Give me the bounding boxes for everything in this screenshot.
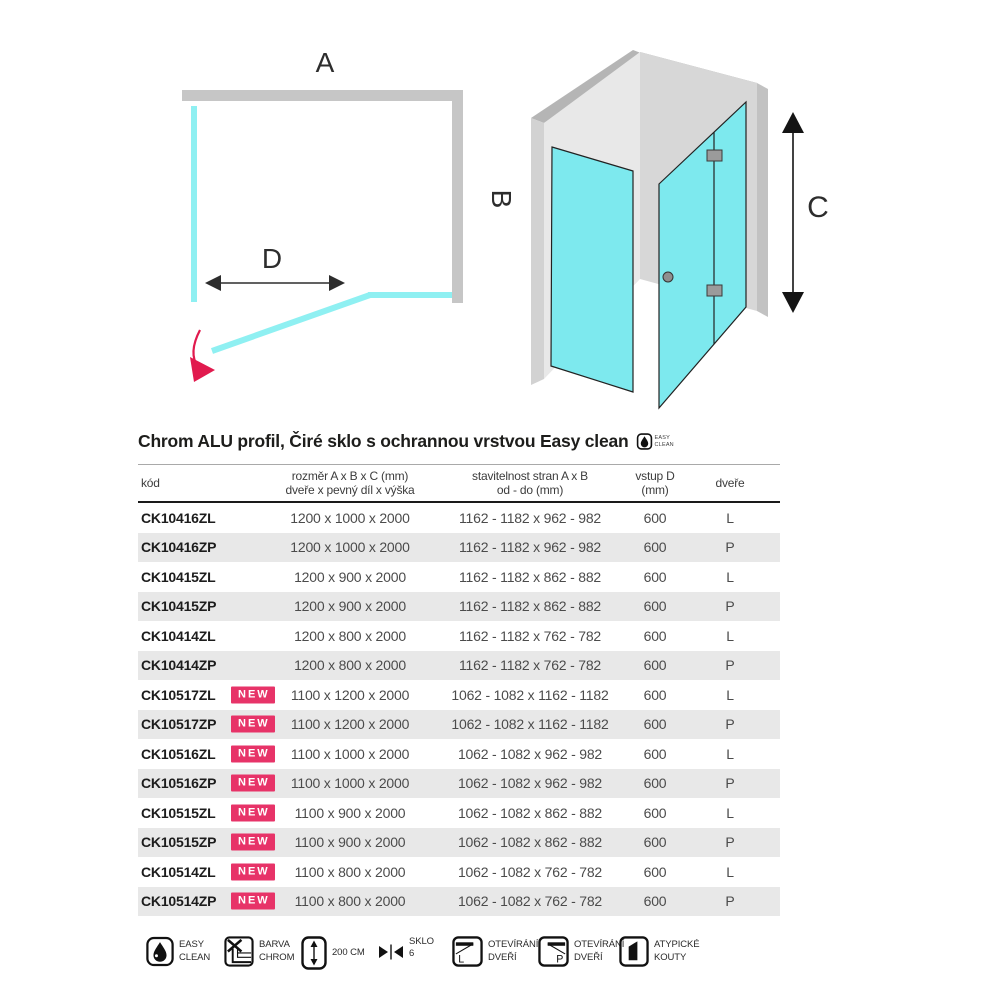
- entry-cell: 600: [643, 775, 667, 792]
- product-code: CK10414ZP: [141, 657, 217, 674]
- header-code: kód: [141, 475, 160, 490]
- product-code: CK10516ZP: [141, 775, 217, 792]
- glass-thickness-icon: [378, 944, 404, 960]
- badge-text-clean: CLEAN: [654, 441, 674, 448]
- table-row: [138, 592, 780, 622]
- dimension-d-label: D: [261, 243, 283, 274]
- adjustability-cell: 1062 - 1082 x 862 - 882: [457, 804, 603, 821]
- new-badge: NEW: [231, 863, 275, 880]
- side-glass-panel-plan: [368, 292, 452, 298]
- door-cell: P: [725, 716, 735, 733]
- new-badge: NEW: [231, 804, 275, 821]
- product-code: CK10515ZP: [141, 834, 217, 851]
- legend-door-opening-left: L OTEVÍRÁNÍ DVEŘÍ: [452, 936, 538, 967]
- dimension-cell: 1200 x 1000 x 2000: [290, 539, 410, 556]
- new-badge: NEW: [231, 686, 275, 703]
- dimension-cell: 1100 x 900 x 2000: [294, 804, 406, 821]
- door-cell: P: [725, 834, 735, 851]
- hinge-bottom-icon: [707, 285, 722, 296]
- door-cell: P: [725, 657, 735, 674]
- chrome-color-icon: [224, 936, 254, 967]
- door-cell: L: [726, 568, 734, 585]
- adjustability-cell: 1162 - 1182 x 862 - 882: [459, 568, 601, 585]
- adjustability-cell: 1062 - 1082 x 1162 - 1182: [451, 686, 609, 703]
- dimension-cell: 1200 x 800 x 2000: [294, 657, 406, 674]
- door-cell: P: [725, 598, 735, 615]
- table-row: [138, 857, 780, 887]
- product-code: CK10514ZL: [141, 863, 216, 880]
- dimension-cell: 1100 x 1000 x 2000: [290, 745, 410, 762]
- entry-cell: 600: [643, 716, 667, 733]
- table-row: [138, 769, 780, 799]
- entry-cell: 600: [643, 657, 667, 674]
- product-code: CK10414ZL: [141, 627, 216, 644]
- entry-cell: 600: [643, 804, 667, 821]
- new-badge: NEW: [231, 834, 275, 851]
- adjustability-cell: 1062 - 1082 x 962 - 982: [457, 775, 603, 792]
- dimension-cell: 1100 x 1000 x 2000: [290, 775, 410, 792]
- door-cell: P: [725, 775, 735, 792]
- entry-cell: 600: [643, 745, 667, 762]
- arrow-right-icon: [329, 275, 345, 291]
- table-row: [138, 621, 780, 651]
- dimension-c-label: C: [807, 191, 829, 224]
- product-code: CK10517ZP: [141, 716, 217, 733]
- table-header: [138, 465, 780, 503]
- adjustability-cell: 1162 - 1182 x 762 - 782: [459, 627, 601, 644]
- legend-sklo: SKLO 6: [378, 944, 434, 961]
- fixed-glass-panel-plan: [191, 106, 197, 302]
- table-row: [138, 887, 780, 917]
- door-cell: L: [726, 686, 734, 703]
- door-opening-left-icon: [452, 936, 483, 967]
- arrow-left-icon: [205, 275, 221, 291]
- new-badge: NEW: [231, 775, 275, 792]
- adjustability-cell: 1062 - 1082 x 762 - 782: [457, 893, 603, 910]
- door-cell: L: [726, 863, 734, 880]
- product-code: CK10515ZL: [141, 804, 216, 821]
- product-code: CK10416ZP: [141, 539, 217, 556]
- dimension-a-label: A: [315, 47, 335, 78]
- easy-clean-icon: [146, 936, 174, 967]
- new-badge: NEW: [231, 716, 275, 733]
- adjustability-cell: 1062 - 1082 x 962 - 982: [457, 745, 603, 762]
- technical-diagrams: [0, 0, 1000, 425]
- dimension-cell: 1100 x 900 x 2000: [294, 834, 406, 851]
- entry-cell: 600: [643, 627, 667, 644]
- dimension-cell: 1100 x 800 x 2000: [294, 893, 406, 910]
- new-badge: NEW: [231, 893, 275, 910]
- adjustability-cell: 1062 - 1082 x 1162 - 1182: [451, 716, 609, 733]
- perspective-view-diagram: [531, 50, 829, 408]
- legend-door-opening-right: P OTEVÍRÁNÍ DVEŘÍ: [538, 936, 624, 967]
- table-row: [138, 562, 780, 592]
- plan-view-diagram: [182, 47, 517, 382]
- title-row: [138, 431, 674, 452]
- dimension-cell: 1100 x 1200 x 2000: [290, 686, 410, 703]
- dimension-cell: 1200 x 800 x 2000: [294, 627, 406, 644]
- table-row: [138, 533, 780, 563]
- arrow-up-icon: [782, 112, 804, 133]
- adjustability-cell: 1062 - 1082 x 862 - 882: [457, 834, 603, 851]
- table-row: [138, 710, 780, 740]
- hinge-top-icon: [707, 150, 722, 161]
- legend-easy-clean: EASY CLEAN: [146, 936, 210, 967]
- open-door-plan: [212, 295, 370, 351]
- table-row: [138, 680, 780, 710]
- fixed-glass-panel-3d: [551, 147, 633, 392]
- atypical-corner-icon: [619, 936, 649, 967]
- product-code: CK10514ZP: [141, 893, 217, 910]
- adjustability-cell: 1162 - 1182 x 862 - 882: [459, 598, 601, 615]
- legend-barva-chrom: BARVA CHROM: [224, 936, 294, 967]
- door-cell: P: [725, 893, 735, 910]
- door-cell: L: [726, 804, 734, 821]
- door-swing-arrow-icon: [190, 330, 215, 382]
- header-door: dveře: [715, 475, 745, 490]
- badge-text-easy: EASY: [654, 435, 670, 442]
- dimension-cell: 1100 x 1200 x 2000: [290, 716, 410, 733]
- entry-cell: 600: [643, 598, 667, 615]
- dimension-cell: 1100 x 800 x 2000: [294, 863, 406, 880]
- product-table: [138, 464, 780, 916]
- svg-text:L: L: [458, 953, 465, 966]
- door-cell: L: [726, 745, 734, 762]
- right-wall-side-edge: [757, 83, 768, 317]
- table-row: [138, 828, 780, 858]
- height-200cm-icon: [301, 936, 327, 970]
- legend-height-200: 200 CM: [301, 936, 365, 970]
- adjustability-cell: 1062 - 1082 x 762 - 782: [457, 863, 603, 880]
- dimension-cell: 1200 x 900 x 2000: [294, 568, 406, 585]
- height-dimension-arrow: [782, 112, 804, 313]
- page-title: Chrom ALU profil, Čiré sklo s ochrannou vrstvou Easy clean: [138, 431, 629, 451]
- legend-atypicke-kouty: ATYPICKÉ KOUTY: [619, 936, 699, 967]
- entry-cell: 600: [643, 568, 667, 585]
- arrow-down-icon: [782, 292, 804, 313]
- entry-cell: 600: [643, 863, 667, 880]
- dimension-cell: 1200 x 900 x 2000: [294, 598, 406, 615]
- header-adjustability: stavitelnost stran A x B od - do (mm): [472, 468, 588, 497]
- table-row: [138, 798, 780, 828]
- dimension-b-label: B: [486, 189, 517, 209]
- entry-cell: 600: [643, 686, 667, 703]
- product-code: CK10517ZL: [141, 686, 216, 703]
- left-wall-side-edge: [531, 118, 544, 385]
- table-row: [138, 651, 780, 681]
- table-row: [138, 503, 780, 533]
- door-cell: L: [726, 509, 734, 526]
- easy-clean-badge: [636, 433, 674, 450]
- entry-cell: 600: [643, 834, 667, 851]
- product-code: CK10416ZL: [141, 509, 216, 526]
- entry-cell: 600: [643, 539, 667, 556]
- svg-text:P: P: [556, 953, 564, 966]
- dimension-cell: 1200 x 1000 x 2000: [290, 509, 410, 526]
- header-dimensions: rozměr A x B x C (mm) dveře x pevný díl x výška: [285, 468, 415, 497]
- door-cell: P: [725, 539, 735, 556]
- adjustability-cell: 1162 - 1182 x 762 - 782: [459, 657, 601, 674]
- entry-cell: 600: [643, 893, 667, 910]
- adjustability-cell: 1162 - 1182 x 962 - 982: [459, 539, 601, 556]
- product-code: CK10415ZP: [141, 598, 217, 615]
- adjustability-cell: 1162 - 1182 x 962 - 982: [459, 509, 601, 526]
- entry-cell: 600: [643, 509, 667, 526]
- door-knob-icon: [663, 272, 673, 282]
- product-code: CK10516ZL: [141, 745, 216, 762]
- product-code: CK10415ZL: [141, 568, 216, 585]
- door-opening-right-icon: [538, 936, 569, 967]
- table-row: [138, 739, 780, 769]
- new-badge: NEW: [231, 745, 275, 762]
- easy-clean-drop-icon: [636, 433, 653, 450]
- door-cell: L: [726, 627, 734, 644]
- header-entry: vstup D (mm): [635, 468, 675, 497]
- entry-dimension-arrow: [205, 275, 345, 291]
- wall-plan: [182, 90, 463, 303]
